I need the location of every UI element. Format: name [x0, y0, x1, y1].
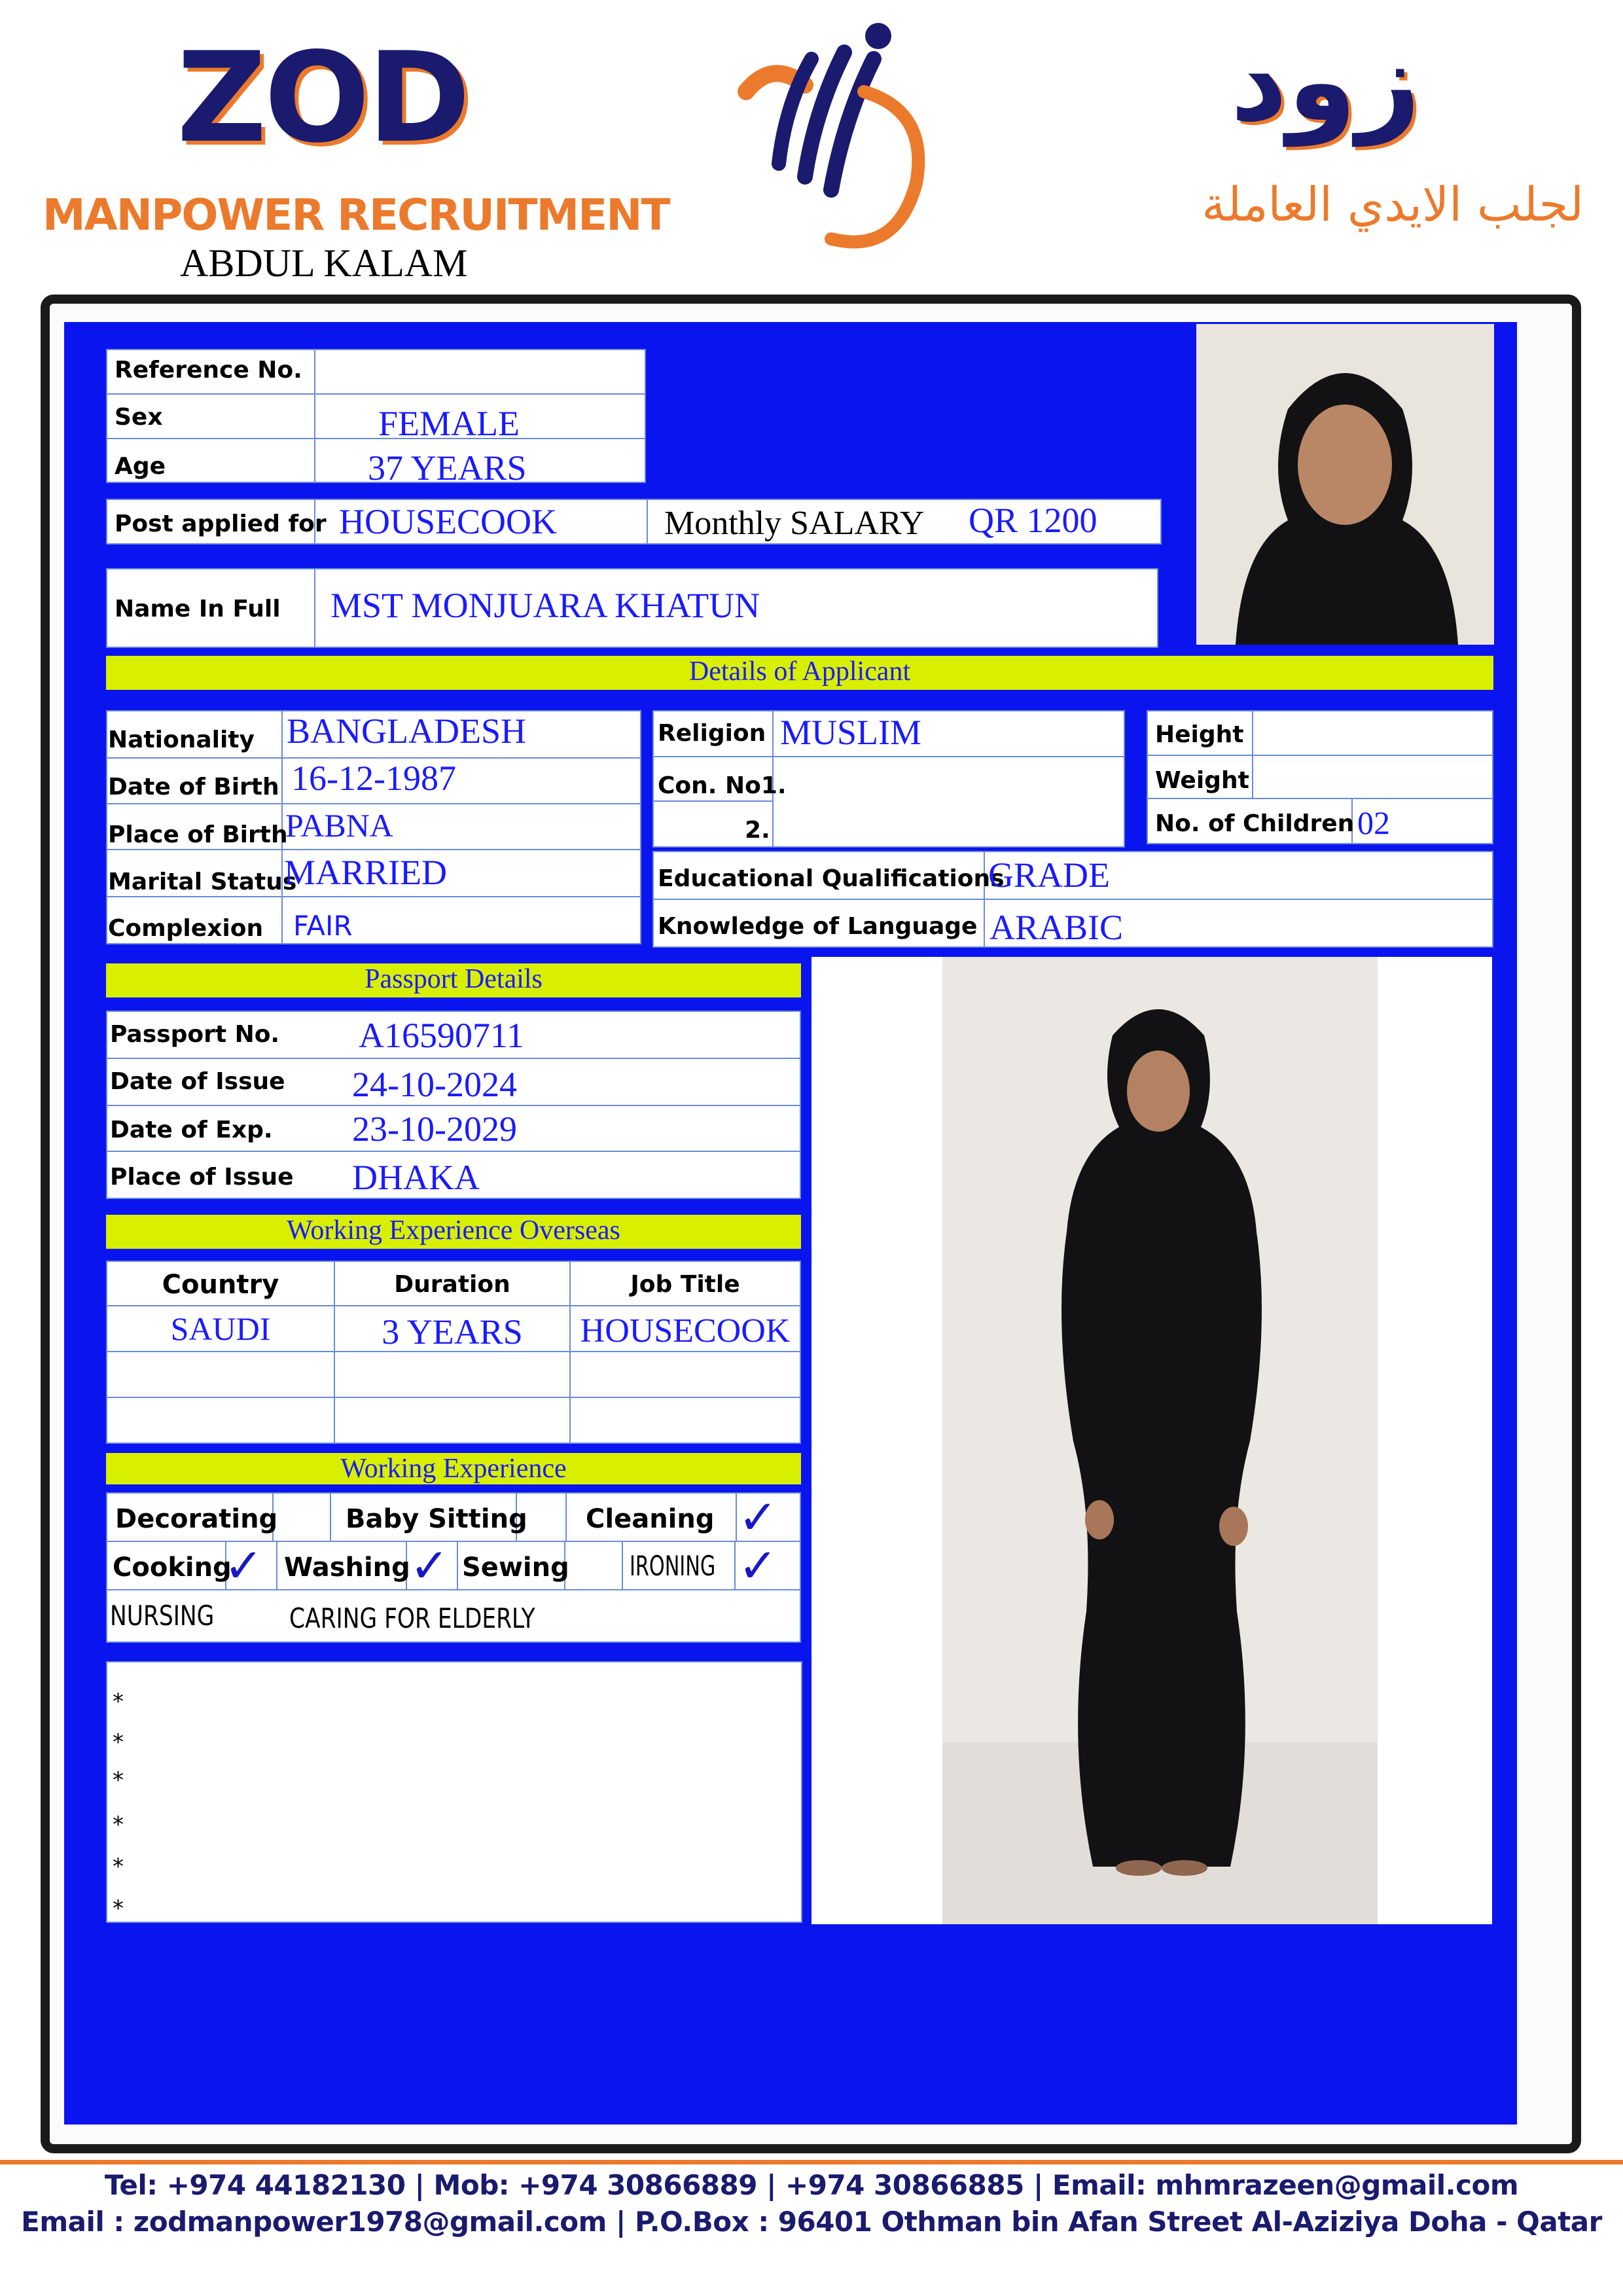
issue-place-value: DHAKA	[352, 1158, 480, 1197]
education-value: GRADE	[988, 855, 1110, 895]
arabic-brand: زود	[1230, 17, 1421, 147]
con2-label: 2.	[745, 817, 770, 844]
height-label: Height	[1155, 721, 1244, 748]
pob-value: PABNA	[285, 807, 393, 844]
issue-place-label: Place of Issue	[110, 1164, 294, 1191]
brand-subtitle: MANPOWER RECRUITMENT	[43, 190, 669, 240]
issue-date-value: 24-10-2024	[352, 1065, 517, 1104]
details-section-title: Details of Applicant	[106, 656, 1493, 690]
post-value: HOUSECOOK	[339, 502, 558, 541]
overseas-section-title: Working Experience Overseas	[106, 1215, 801, 1249]
col-job-header: Job Title	[630, 1271, 740, 1298]
pob-label: Place of Birth	[108, 821, 288, 848]
complexion-value: FAIR	[293, 910, 353, 942]
col-duration-header: Duration	[394, 1271, 510, 1298]
religion-label: Religion	[658, 720, 766, 747]
experience-section-title: Working Experience	[106, 1453, 801, 1484]
name-value: MST MONJUARA KHATUN	[330, 586, 760, 625]
language-label: Knowledge of Language	[658, 913, 978, 940]
notes-box	[106, 1661, 802, 1923]
zod-emblem-logo	[733, 13, 955, 262]
children-value: 02	[1357, 804, 1390, 841]
age-label: Age	[115, 453, 166, 480]
note-bullet: *	[113, 1689, 124, 1715]
skill-cooking: Cooking	[113, 1552, 232, 1583]
col-country-header: Country	[162, 1270, 279, 1300]
note-bullet: *	[113, 1895, 124, 1922]
nationality-value: BANGLADESH	[287, 711, 527, 751]
passport-no-label: Passport No.	[110, 1021, 280, 1048]
issue-date-label: Date of Issue	[110, 1068, 285, 1095]
skill-baby-sitting: Baby Sitting	[346, 1504, 527, 1534]
cleaning-check-icon: ✓	[738, 1490, 778, 1545]
note-bullet: *	[113, 1767, 124, 1793]
name-label: Name In Full	[115, 596, 281, 622]
skill-decorating: Decorating	[115, 1504, 278, 1534]
applicant-full-photo	[812, 957, 1492, 1924]
dob-label: Date of Birth	[108, 774, 279, 800]
footer-divider	[0, 2160, 1623, 2164]
salary-value: QR 1200	[969, 501, 1097, 540]
overseas-duration: 3 YEARS	[382, 1312, 523, 1352]
cooking-check-icon: ✓	[224, 1538, 264, 1593]
arabic-subtitle: لجلب الايدي العاملة	[1202, 177, 1584, 232]
religion-value: MUSLIM	[780, 713, 922, 752]
sex-value: FEMALE	[378, 404, 520, 443]
overseas-job-title: HOUSECOOK	[580, 1312, 791, 1350]
reference-label: Reference No.	[115, 357, 302, 384]
skill-ironing: IRONING	[630, 1550, 716, 1582]
note-bullet: *	[113, 1729, 124, 1755]
language-value: ARABIC	[990, 908, 1124, 947]
footer-contact-line-2: Email : zodmanpower1978@gmail.com | P.O.Box : 96401 Othman bin Afan Street Al-Aziziya Doha - Qatar	[21, 2206, 1602, 2238]
marital-label: Marital Status	[108, 869, 297, 895]
passport-no-value: A16590711	[359, 1016, 524, 1055]
post-label: Post applied for	[115, 511, 327, 537]
brand-logo-text: ZOD	[177, 26, 469, 170]
ironing-check-icon: ✓	[738, 1538, 778, 1593]
note-bullet: *	[113, 1854, 124, 1880]
age-value: 37 YEARS	[368, 448, 527, 488]
marital-value: MARRIED	[284, 853, 448, 892]
skill-cleaning: Cleaning	[586, 1504, 715, 1534]
complexion-label: Complexion	[108, 915, 264, 942]
education-label: Educational Qualifications	[658, 865, 1005, 892]
exp-date-value: 23-10-2029	[352, 1109, 517, 1149]
con1-label: Con. No1.	[658, 772, 787, 799]
salary-label: Monthly SALARY	[664, 505, 925, 542]
washing-check-icon: ✓	[410, 1538, 450, 1593]
skill-nursing: NURSING	[110, 1600, 215, 1632]
children-label: No. of Children	[1155, 810, 1355, 837]
applicant-portrait-photo	[1196, 324, 1494, 645]
nationality-label: Nationality	[108, 726, 255, 753]
skill-sewing: Sewing	[462, 1552, 569, 1583]
weight-label: Weight	[1155, 767, 1249, 794]
agent-name: ABDUL KALAM	[180, 242, 468, 285]
note-bullet: *	[113, 1812, 124, 1838]
dob-value: 16-12-1987	[291, 759, 456, 798]
overseas-country: SAUDI	[170, 1310, 271, 1347]
sex-label: Sex	[115, 404, 163, 431]
skill-elderly-care: CARING FOR ELDERLY	[289, 1602, 535, 1634]
skill-washing: Washing	[284, 1552, 410, 1583]
passport-section-title: Passport Details	[106, 963, 801, 997]
footer-contact-line-1: Tel: +974 44182130 | Mob: +974 30866889 | +974 30866885 | Email: mhmrazeen@gmail.com	[104, 2169, 1519, 2201]
exp-date-label: Date of Exp.	[110, 1117, 273, 1143]
